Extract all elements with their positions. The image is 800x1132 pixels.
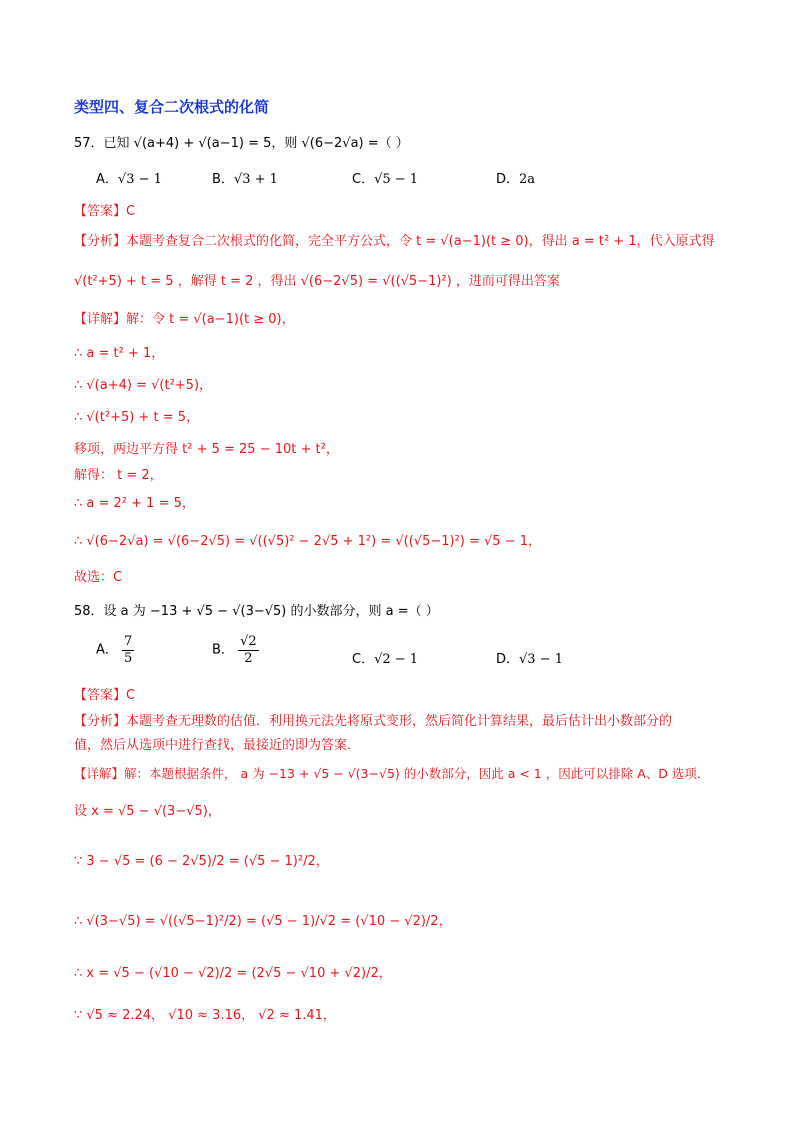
q58-stem: 58．设 a 为 −13 + √5 − √(3−√5) 的小数部分，则 a =（ ）	[74, 604, 439, 619]
q57-option-c[interactable]: C．√5 − 1	[352, 172, 419, 187]
q58-option-a[interactable]: A． $\frac{7}{5}$	[96, 634, 133, 666]
q58-option-c[interactable]: C．√2 − 1	[352, 652, 419, 667]
q57-analysis-line-1: 【分析】本题考查复合二次根式的化简，完全平方公式，令 t = √(a−1)(t ≥ 0)，得出 a = t² + 1，代入原式得	[74, 234, 715, 249]
q58-option-d[interactable]: D．√3 − 1	[496, 652, 563, 667]
q58-analysis-line-1: 【分析】本题考查无理数的估值．利用换元法先将原式变形，然后简化计算结果，最后估计出小数部分的	[74, 714, 673, 729]
q57-detail-6: 解得： t = 2，	[74, 468, 163, 483]
q57-detail-8: ∴ √(6−2√a) = √(6−2√5) = √((√5)² − 2√5 + 1²) = √((√5−1)²) = √5 − 1，	[74, 534, 542, 549]
q57-conclusion: 故选：C	[74, 570, 123, 585]
q57-option-d[interactable]: D．2a	[496, 172, 536, 187]
q57-analysis-line-2: √(t²+5) + t = 5 ，解得 t = 2 ，得出 √(6−2√5) = √((√5−1)²) ，进而可得出答案	[74, 274, 560, 289]
q58-detail-4: ∴ √(3−√5) = √((√5−1)²/2) = (√5 − 1)/√2 = (√10 − √2)/2，	[74, 914, 452, 929]
q57-detail-2: ∴ a = t² + 1，	[74, 346, 165, 361]
q58-option-b[interactable]: B． $\frac{√2}{2}$	[212, 634, 257, 666]
q57-answer: 【答案】C	[74, 204, 136, 219]
q57-detail-4: ∴ √(t²+5) + t = 5，	[74, 410, 199, 425]
section-title: 类型四、复合二次根式的化简	[74, 98, 270, 116]
q58-detail-5: ∴ x = √5 − (√10 − √2)/2 = (2√5 − √10 + √2)/2，	[74, 966, 392, 981]
q57-detail-7: ∴ a = 2² + 1 = 5，	[74, 496, 195, 511]
q58-detail-2: 设 x = √5 − √(3−√5)，	[74, 804, 221, 819]
q57-detail-3: ∴ √(a+4) = √(t²+5)，	[74, 378, 213, 393]
q58-detail-3: ∵ 3 − √5 = (6 − 2√5)/2 = (√5 − 1)²/2，	[74, 854, 329, 869]
q57-detail-1: 【详解】解：令 t = √(a−1)(t ≥ 0)，	[74, 312, 295, 327]
q58-analysis-line-2: 值，然后从选项中进行查找，最接近的即为答案．	[74, 738, 361, 753]
q58-answer: 【答案】C	[74, 688, 136, 703]
q58-detail-6: ∵ √5 ≈ 2.24， √10 ≈ 3.16， √2 ≈ 1.41，	[74, 1008, 336, 1023]
q57-stem: 57．已知 √(a+4) + √(a−1) = 5，则 √(6−2√a) =（ ）	[74, 136, 409, 151]
q57-detail-5: 移项，两边平方得 t² + 5 = 25 − 10t + t²，	[74, 442, 339, 457]
q58-detail-1: 【详解】解：本题根据条件， a 为 −13 + √5 − √(3−√5) 的小数部分，因此 a < 1 ，因此可以排除 A、D 选项．	[74, 766, 710, 781]
q57-option-a[interactable]: A．√3 − 1	[96, 172, 162, 187]
q57-option-b[interactable]: B．√3 + 1	[212, 172, 278, 187]
